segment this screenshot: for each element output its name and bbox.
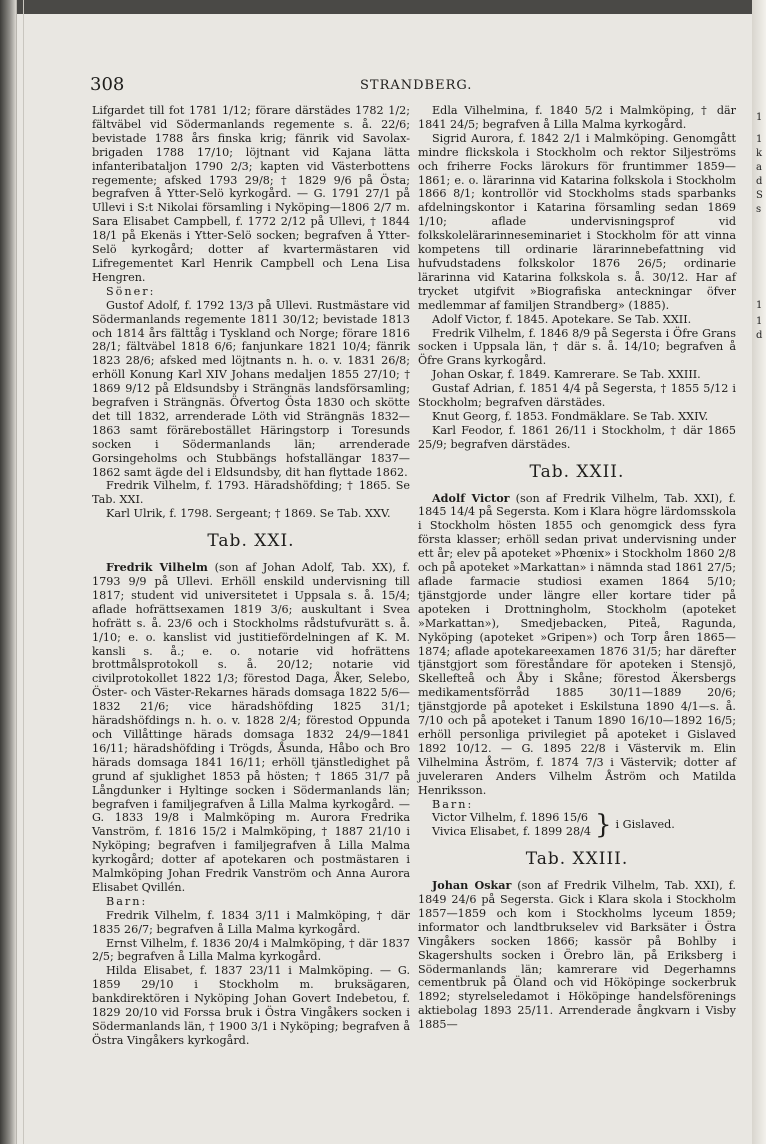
child-entry: Hilda Elisabet, f. 1837 23/11 i Malmköping. — G. 1859 29/10 i Stockholm m. bruksägaren, bankdirektören i Nyköping Johan Govert Indebetou, f. 1829 20/10 vid Forssa bruk i Östra Vingåkers socken i Södermanlands län, † 1900 3/1 i Nyköping; begrafven å Östra Vingåkers kyrkogård. bbox=[92, 964, 410, 1047]
edge-glyph: 1 bbox=[756, 134, 763, 145]
child-entry: Fredrik Vilhelm, f. 1834 3/11 i Malmköping, † där 1835 26/7; begrafven å Lilla Malma kyrkogård. bbox=[92, 908, 410, 936]
child-entry: Johan Oskar, f. 1849. Kamrerare. Se Tab. XXIII. bbox=[432, 368, 701, 382]
section-title-tab-xxi: Tab. XXI. bbox=[207, 531, 295, 552]
entry-tab-xxiii bbox=[418, 879, 736, 1032]
child-entry: Fredrik Vilhelm, f. 1846 8/9 på Segersta i Öfre Grans socken i Uppsala län, † där s. å. 14/10; begrafven å Öfre Grans kyrkogård. bbox=[418, 326, 736, 368]
edge-glyph: a bbox=[756, 162, 762, 173]
entry-fredrik-vilhelm: Fredrik Vilhelm, f. 1793. Häradshöfding; † 1865. Se Tab. XXI. bbox=[92, 479, 410, 507]
edge-glyph: S bbox=[756, 190, 763, 201]
child-entry: Edla Vilhelmina, f. 1840 5/2 i Malmköping, † där 1841 24/5; begrafven å Lilla Malma kyrkogård. bbox=[418, 104, 736, 131]
person-name: Adolf Victor bbox=[432, 490, 510, 505]
section-title-tab-xxiii: Tab. XXIII. bbox=[525, 849, 629, 870]
book-binding bbox=[0, 0, 16, 1144]
entry-text: (son af Fredrik Vilhelm, Tab. XXI), f. 1845 14/4 på Segersta. Kom i Klara högre lärdomsskola i Stockholm hösten 1855 och genomgick dess fyra första klasser; erhöll sedan privat undervisning under ett år; elev på apoteket »Phœnix» i Stockholm 1860 2/8 och på apoteket »Markattan» i nämnda stad 1861 27/5; aflade farmacie studiosi examen 1864 5/10; tjänstgjorde under längre eller kortare tider på apoteken i Drottningholm, Stockholm (apoteket »Markattan»), Smedjebacken, Piteå, Ragunda, Nyköping (apoteket »Gripen») och Torp åren 1865—1874; aflade apotekareexamen 1876 31/5; har därefter tjänstgjort som föreståndare för apoteken i Stensjö, Skellefteå och Åby i Skåne; förestod Äkersbergs medikamentsförråd 1885 30/11—1889 20/6; tjänstgjorde på apoteket i Eskilstuna 1890 4/1—s. å. 7/10 och på apoteket i Tanum 1890 16/10—1892 16/5; erhöll personliga privilegiet på apoteket i Gislaved 1892 10/12. — G. 1895 22/8 i Västervik m. Elin Vilhelmina Åström, f. 1874 7/3 i Västervik; dotter af juveleraren Anders Vilhelm Åström och Matilda Henriksson. bbox=[418, 491, 736, 797]
section-title-tab-xxii: Tab. XXII. bbox=[529, 461, 625, 482]
child-entry: Sigrid Aurora, f. 1842 2/1 i Malmköping. Genomgått mindre flickskola i Stockholm och rektor Siljeströms och friherre Focks lärokurs för fruntimmer 1859—1861; e. o. lärarinna vid Katarina folkskola i Stockholm 1866 8/1; kontrollör vid Stockholms stads sparbanks afdelningskontor i Katarina församling sedan 1869 1/10; aflade undervisningsprof vid folkskolelärarinneseminariet i Stockholm för att vinna kompetens till ordinarie lärarinnebefattning vid hufvudstadens folkskolor 1876 26/5; ordinarie lärarinna vid Katarina folkskola s. å. 30/12. Har af trycket utgifvit »Biografiska anteckningar öfver medlemmar af familjen Strandberg» (1885). bbox=[418, 131, 736, 312]
binding-edge-lines bbox=[16, 0, 24, 1144]
child-entry: Gustaf Adrian, f. 1851 4/4 på Segersta, † 1855 5/12 i Stockholm; begrafven därstädes. bbox=[418, 382, 736, 410]
children-place: i Gislaved. bbox=[615, 818, 675, 832]
top-binding-strip bbox=[0, 0, 766, 14]
edge-glyph: 1 bbox=[756, 316, 763, 327]
person-name: Fredrik Vilhelm bbox=[106, 560, 208, 575]
child-entry: Ernst Vilhelm, f. 1836 20/4 i Malmköping, † där 1837 2/5; begrafven å Lilla Malma kyrkogård. bbox=[92, 936, 410, 964]
child-entry: Karl Feodor, f. 1861 26/11 i Stockholm, † där 1865 25/9; begrafven därstädes. bbox=[418, 423, 736, 451]
children-heading: Barn: bbox=[106, 894, 148, 908]
edge-glyph: d bbox=[756, 330, 763, 341]
children-names bbox=[418, 811, 591, 839]
entry-tab-xxi bbox=[92, 561, 410, 895]
book-page bbox=[34, 66, 746, 1136]
entry-gustof-adolf: Gustof Adolf, f. 1792 13/3 på Ullevi. Rustmästare vid Södermanlands regemente 1811 30/12; bevistade 1813 och 1814 års fälttåg i Tyskland och Norge; förare 1816 28/1; fältväbel 1818 6/6; fanjunkare 1821 10/4; fänrik 1823 28/6; afsked med löjtnants n. h. o. v. 1831 26/8; erhöll Konung Karl XIV Johans medaljen 1855 27/10; † 1869 9/12 på Eldsundsby i Strängnäs landsförsamling; begrafven i Strängnäs. Öfvertog Östa 1830 och skötte det till 1832, arrenderade Löth vid Strängnäs 1832—1863 samt förärebostället Häringstorp i Toresunds socken i Södermanlands län; arrenderade Gorsingeholms och Stubbängs hofstallängar 1837—1862 samt ägde del i Eldsundsby, dit han flyttade 1862. bbox=[92, 298, 410, 479]
person-name: Johan Oskar bbox=[432, 878, 512, 893]
edge-glyph: s bbox=[756, 204, 762, 215]
next-page-edge bbox=[752, 0, 766, 1144]
left-column bbox=[92, 104, 410, 1048]
paragraph-intro: Lifgardet till fot 1781 1/12; förare därstädes 1782 1/2; fältväbel vid Södermanlands regemente s. å. 22/6; bevistade 1788 års finska krig; fänrik vid Savolax-brigaden 1788 17/10; löjtnant vid Kajana lätta infanteribataljon 1790 2/3; kapten vid Västerbottens regemente; afsked 1793 29/8; † 1829 9/6 på Östa; begrafven å Ytter-Selö kyrkogård. — G. 1791 27/1 på Ullevi i S:t Nikolai församling i Nyköping—1806 2/7 m. Sara Elisabet Campbell, f. 1772 2/12 på Ullevi, † 1844 18/1 på Ekenäs i Ytter-Selö socken; begrafven å Ytter-Selö kyrkogård; dotter af kvartermästaren vid Lifregementet Karl Henrik Campbell och Lena Lisa Hengren. bbox=[92, 104, 410, 284]
entry-text: (son af Fredrik Vilhelm, Tab. XXI), f. 1849 24/6 på Segersta. Gick i Klara skola i Stockholm 1857—1859 och kom i Stockholms lyceum 1859; informator och landtbrukselev vid Barksäter i Östra Vingåkers socken 1866; kassör på Bohlby i Skagershults socken i Örebro län, på Eriksberg i Södermanlands län; kamrerare vid Degerhamns cementbruk på Öland och vid Hököpinge sockerbruk 1892; styrelseledamot i Hököpinge handelsförenings aktiebolag 1893 25/11. Arrenderade ångkvarn i Visby 1885— bbox=[418, 879, 736, 1032]
edge-glyph: k bbox=[756, 148, 763, 159]
sons-heading: Söner: bbox=[106, 284, 156, 298]
running-head: STRANDBERG. bbox=[360, 78, 473, 93]
children-heading: Barn: bbox=[432, 797, 474, 811]
children-bracket-group bbox=[418, 811, 736, 839]
page-header bbox=[90, 74, 730, 96]
edge-glyph: d bbox=[756, 176, 763, 187]
child-entry: Vivica Elisabet, f. 1899 28/4 bbox=[432, 825, 591, 839]
edge-glyph: 1 bbox=[756, 112, 763, 123]
entry-tab-xxii bbox=[418, 492, 736, 798]
child-entry: Victor Vilhelm, f. 1896 15/6 bbox=[432, 811, 589, 825]
child-entry: Knut Georg, f. 1853. Fondmäklare. Se Tab. XXIV. bbox=[432, 409, 709, 423]
right-column bbox=[418, 104, 736, 1032]
page-number: 308 bbox=[90, 74, 125, 95]
bracket-glyph: } bbox=[594, 810, 612, 841]
entry-karl-ulrik: Karl Ulrik, f. 1798. Sergeant; † 1869. Se Tab. XXV. bbox=[106, 507, 391, 521]
child-entry: Adolf Victor, f. 1845. Apotekare. Se Tab. XXII. bbox=[432, 312, 692, 326]
entry-text: (son af Johan Adolf, Tab. XX), f. 1793 9/9 på Ullevi. Erhöll enskild undervisning till 1817; student vid universitetet i Uppsala s. å. 15/4; aflade hofrättsexamen 1819 3/6; auskultant i Svea hofrätt s. å. 23/6 och i Stockholms rådstufvurätt s. å. 1/10; e. o. kanslist vid justitiefördelningen af K. M. kansli s. å.; e. o. notarie vid hofrättens brottmålsprotokoll s. å. 20/12; notarie vid civilprotokollet 1822 1/3; förestod Daga, Åker, Selebo, Öster- och Väster-Rekarnes härads domsaga 1822 5/6—1832 21/6; vice häradshöfding 1825 31/1; häradshöfdings n. h. o. v. 1828 2/4; förestod Oppunda och Villåttinge härads domsaga 1832 24/9—1841 16/11; häradshöfding i Trögds, Åsunda, Håbo och Bro härads domsaga 1841 16/11; erhöll tjänstledighet på grund af sjuklighet 1853 på hösten; † 1865 31/7 på Långdunker i Hyltinge socken i Södermanlands län; begrafven i familjegrafven å Lilla Malma kyrkogård. — G. 1833 19/8 i Malmköping m. Aurora Fredrika Vanström, f. 1816 15/2 i Malmköping, † 1887 21/10 i Nyköping; begrafven i familjegrafven å Lilla Malma kyrkogård; dotter af apotekaren och postmästaren i Malmköping Johan Fredrik Vanström och Anna Aurora Elisabet Qvillén. bbox=[92, 561, 410, 894]
edge-glyph: 1 bbox=[756, 300, 763, 311]
